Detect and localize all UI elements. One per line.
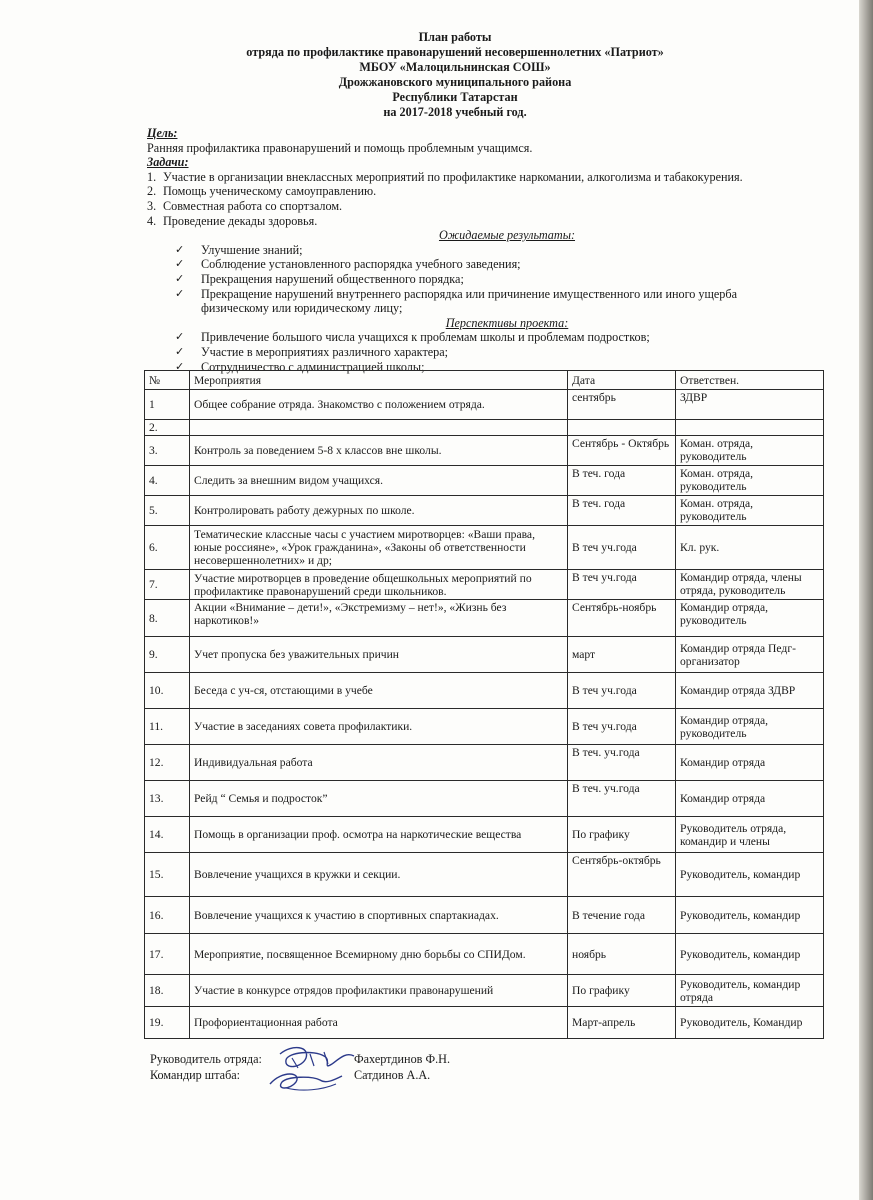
row-event: Контроль за поведением 5-8 х классов вне школы. <box>190 436 568 466</box>
row-responsible: Командир отряда <box>676 745 824 781</box>
row-date: В теч уч.года <box>568 570 676 600</box>
expected-item: ✓ Прекращение нарушений внутреннего распорядка или причинение имущественного или иного ущерба физическому или юридическому лицу; <box>175 286 738 316</box>
expected-item: ✓ Прекращения нарушений общественного порядка; <box>175 271 464 286</box>
table-row <box>145 466 824 496</box>
task-item <box>147 214 807 229</box>
checkmark-icon: ✓ <box>175 345 185 358</box>
table-row <box>145 420 824 436</box>
row-number: 6. <box>145 526 190 570</box>
table-row <box>145 853 824 897</box>
table-header-row <box>145 371 824 390</box>
row-date: март <box>568 637 676 673</box>
row-event: Тематические классные часы с участием миротворцев: «Ваши права, юные россияне», «Урок гражданина», «Законы об ответственности несовершеннолетних» и др; <box>190 526 568 570</box>
scan-edge-shadow <box>859 0 873 1200</box>
row-event: Вовлечение учащихся к участию в спортивных спартакиадах. <box>190 897 568 934</box>
row-responsible: Командир отряда, руководитель <box>676 709 824 745</box>
row-responsible: Коман. отряда, руководитель <box>676 466 824 496</box>
row-date: Сентябрь-октябрь <box>568 853 676 897</box>
commander-name: Сатдинов А.А. <box>354 1068 431 1082</box>
row-number: 11. <box>145 709 190 745</box>
row-event: Помощь в организации проф. осмотра на наркотические вещества <box>190 817 568 853</box>
row-number: 18. <box>145 975 190 1007</box>
row-event: Общее собрание отряда. Знакомство с положением отряда. <box>190 390 568 420</box>
row-event: Профориентационная работа <box>190 1007 568 1039</box>
row-date: В теч. года <box>568 496 676 526</box>
table-row <box>145 709 824 745</box>
row-responsible: Коман. отряда, руководитель <box>676 436 824 466</box>
table-row <box>145 637 824 673</box>
intro-section <box>147 126 807 374</box>
task-text: Участие в организации внеклассных мероприятий по профилактике наркомании, алкоголизма и табакокурения. <box>163 169 743 184</box>
row-date: В теч. года <box>568 466 676 496</box>
table-row <box>145 673 824 709</box>
table-row <box>145 745 824 781</box>
row-number: 19. <box>145 1007 190 1039</box>
header-republic: Республики Татарстан <box>392 90 518 104</box>
checkmark-icon: ✓ <box>175 243 185 256</box>
row-event: Контролировать работу дежурных по школе. <box>190 496 568 526</box>
table-row <box>145 781 824 817</box>
header-year: на 2017-2018 учебный год. <box>383 105 527 119</box>
task-number: 3. <box>147 198 157 213</box>
checkmark-icon: ✓ <box>175 287 185 300</box>
table-row <box>145 570 824 600</box>
row-date: В течение года <box>568 897 676 934</box>
table-row <box>145 897 824 934</box>
row-number: 9. <box>145 637 190 673</box>
table-row <box>145 436 824 466</box>
handwritten-signature <box>262 1040 382 1100</box>
row-event: Мероприятие, посвященное Всемирному дню борьбы со СПИДом. <box>190 934 568 975</box>
row-number: 16. <box>145 897 190 934</box>
row-responsible: Коман. отряда, руководитель <box>676 496 824 526</box>
goal-label: Цель: <box>147 126 178 140</box>
table-row <box>145 496 824 526</box>
task-text: Совместная работа со спортзалом. <box>163 198 343 213</box>
row-number: 17. <box>145 934 190 975</box>
document-header <box>150 30 760 120</box>
table-row <box>145 600 824 637</box>
task-text: Помощь ученическому самоуправлению. <box>163 184 377 199</box>
row-responsible: Кл. рук. <box>676 526 824 570</box>
perspective-item: ✓ Участие в мероприятиях различного характера; <box>175 344 449 359</box>
row-responsible: Руководитель, командир <box>676 853 824 897</box>
row-date: сентябрь <box>568 390 676 420</box>
task-number: 1. <box>147 169 157 184</box>
goal-text: Ранняя профилактика правонарушений и помощь проблемным учащимся. <box>147 140 533 155</box>
row-number: 5. <box>145 496 190 526</box>
row-responsible: Командир отряда, члены отряда, руководитель <box>676 570 824 600</box>
row-event <box>190 420 568 436</box>
table-row <box>145 1007 824 1039</box>
row-number: 13. <box>145 781 190 817</box>
row-date: В теч уч.года <box>568 673 676 709</box>
perspectives-label: Перспективы проекта: <box>445 315 569 330</box>
table-row <box>145 526 824 570</box>
task-item <box>147 184 807 199</box>
row-date: По графику <box>568 975 676 1007</box>
header-title: План работы <box>418 30 492 44</box>
row-date: ноябрь <box>568 934 676 975</box>
row-responsible: ЗДВР <box>676 390 824 420</box>
row-event: Участие миротворцев в проведение общешкольных мероприятий по профилактике правонарушений среди школьников. <box>190 570 568 600</box>
header-district: Дрожжановского муниципального района <box>338 75 572 89</box>
tasks-label: Задачи: <box>147 155 189 170</box>
row-number: 8. <box>145 600 190 637</box>
perspective-item: ✓ Привлечение большого числа учащихся к проблемам школы и проблемам подростков; <box>175 330 650 345</box>
leader-label: Руководитель отряда: <box>150 1052 262 1066</box>
row-responsible: Командир отряда <box>676 781 824 817</box>
checkmark-icon: ✓ <box>175 360 185 373</box>
commander-label: Командир штаба: <box>150 1068 241 1082</box>
row-date: В теч уч.года <box>568 526 676 570</box>
row-number: 12. <box>145 745 190 781</box>
row-date: В теч. уч.года <box>568 781 676 817</box>
row-number: 7. <box>145 570 190 600</box>
row-number: 2. <box>145 420 190 436</box>
row-responsible: Руководитель, командир <box>676 897 824 934</box>
row-responsible: Командир отряда Педг-организатор <box>676 637 824 673</box>
commander-signature-line <box>150 1068 431 1082</box>
row-event: Участие в конкурсе отрядов профилактики правонарушений <box>190 975 568 1007</box>
row-date: По графику <box>568 817 676 853</box>
row-responsible: Руководитель отряда, командир и члены <box>676 817 824 853</box>
row-event: Рейд “ Семья и подросток” <box>190 781 568 817</box>
row-responsible: Руководитель, командир отряда <box>676 975 824 1007</box>
row-date: Сентябрь-ноябрь <box>568 600 676 637</box>
table-row <box>145 390 824 420</box>
checkmark-icon: ✓ <box>175 272 185 285</box>
row-event: Участие в заседаниях совета профилактики. <box>190 709 568 745</box>
table-row <box>145 817 824 853</box>
row-number: 10. <box>145 673 190 709</box>
row-date: Сентябрь - Октябрь <box>568 436 676 466</box>
expected-results-label: Ожидаемые результаты: <box>438 228 576 243</box>
row-date <box>568 420 676 436</box>
task-item <box>147 199 807 214</box>
row-responsible: Руководитель, Командир <box>676 1007 824 1039</box>
expected-item: ✓ Соблюдение установленного распорядка учебного заведения; <box>175 257 521 272</box>
row-event: Индивидуальная работа <box>190 745 568 781</box>
leader-signature-line <box>150 1052 450 1066</box>
task-number: 2. <box>147 184 157 199</box>
checkmark-icon: ✓ <box>175 258 185 271</box>
expected-item: ✓ Улучшение знаний; <box>175 242 303 257</box>
row-event: Учет пропуска без уважительных причин <box>190 637 568 673</box>
row-responsible <box>676 420 824 436</box>
activities-table <box>144 370 824 1039</box>
row-event: Акции «Внимание – дети!», «Экстремизму – нет!», «Жизнь без наркотиков!» <box>190 600 568 637</box>
row-responsible: Руководитель, командир <box>676 934 824 975</box>
header-team-name: отряда по профилактике правонарушений несовершеннолетних «Патриот» <box>246 45 664 59</box>
header-school: МБОУ «Малоцильнинская СОШ» <box>359 60 551 74</box>
table-row <box>145 934 824 975</box>
row-responsible: Командир отряда ЗДВР <box>676 673 824 709</box>
row-number: 15. <box>145 853 190 897</box>
row-number: 3. <box>145 436 190 466</box>
row-event: Вовлечение учащихся в кружки и секции. <box>190 853 568 897</box>
row-number: 14. <box>145 817 190 853</box>
header-responsible: Ответствен. <box>676 371 824 390</box>
header-activities: Мероприятия <box>190 371 568 390</box>
row-event: Следить за внешним видом учащихся. <box>190 466 568 496</box>
row-date: Март-апрель <box>568 1007 676 1039</box>
header-number: № <box>145 371 190 390</box>
row-event: Беседа с уч-ся, отстающими в учебе <box>190 673 568 709</box>
checkmark-icon: ✓ <box>175 331 185 344</box>
perspective-item: ✓ Сотрудничество с администрацией школы; <box>175 359 425 374</box>
task-number: 4. <box>147 213 157 228</box>
row-number: 4. <box>145 466 190 496</box>
table-row <box>145 975 824 1007</box>
header-date: Дата <box>568 371 676 390</box>
row-number: 1 <box>145 390 190 420</box>
row-responsible: Командир отряда, руководитель <box>676 600 824 637</box>
row-date: В теч. уч.года <box>568 745 676 781</box>
task-item <box>147 170 807 185</box>
leader-name: Фахертдинов Ф.Н. <box>354 1052 450 1066</box>
task-text: Проведение декады здоровья. <box>163 213 318 228</box>
row-date: В теч уч.года <box>568 709 676 745</box>
